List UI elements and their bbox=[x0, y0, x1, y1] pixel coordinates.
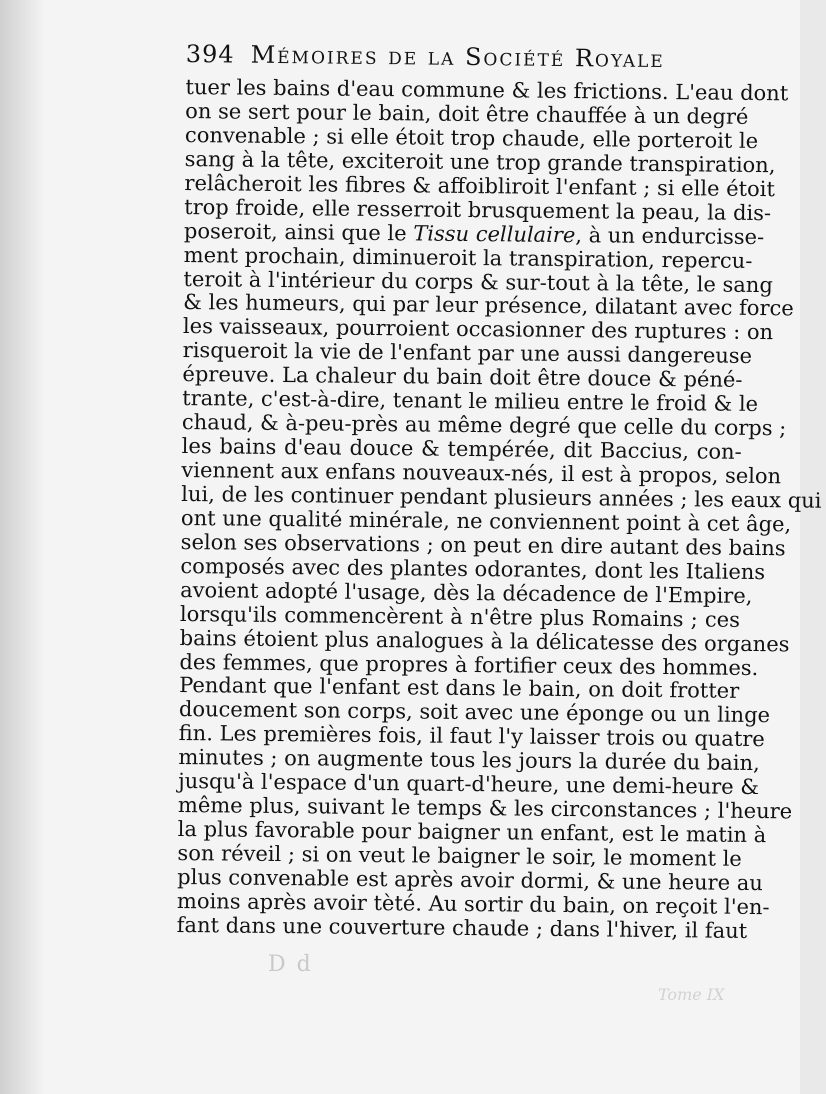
text-line: les bains d'eau douce & tempérée, dit Baccius, con- bbox=[181, 434, 742, 464]
text-line: des femmes, que propres à fortifier ceux des hommes. bbox=[179, 649, 759, 680]
text-line: lorsqu'ils commencèrent à n'être plus Romains ; ces bbox=[179, 601, 741, 632]
text-line: on se sert pour le bain, doit être chauffée à un degré bbox=[185, 98, 749, 129]
text-line: chaud, & à-peu-près au même degré que celle du corps ; bbox=[181, 410, 787, 441]
text-line: plus convenable est après avoir dormi, & une heure au bbox=[177, 864, 763, 896]
gutter-shadow bbox=[0, 0, 45, 1094]
text-block bbox=[176, 40, 822, 944]
text-line: minutes ; on augmente tous les jours la durée du bain, bbox=[178, 745, 760, 776]
text-line: moins après avoir tèté. Au sortir du bain, on reçoit l'en- bbox=[176, 888, 770, 920]
text-line: selon ses observations ; on peut en dire autant des bains bbox=[180, 529, 786, 561]
body-text bbox=[176, 74, 822, 944]
text-line: sang à la tête, exciteroit une trop grande transpiration, bbox=[184, 146, 776, 177]
text-line: les vaisseaux, pourroient occasionner des ruptures : on bbox=[182, 314, 774, 345]
text-line: épreuve. La chaleur du bain doit être douce & péné- bbox=[182, 362, 743, 393]
text-line: & les humeurs, qui par leur présence, dilatant avec force bbox=[183, 290, 794, 321]
italic-term: Tissu cellulaire bbox=[413, 221, 576, 247]
text-line: lui, de les continuer pendant plusieurs années ; les eaux qui bbox=[181, 481, 822, 513]
text-line: trante, c'est-à-dire, tenant le milieu entre le froid & le bbox=[182, 386, 759, 417]
text-line: même plus, suivant le temps & les circonstances ; l'heure bbox=[177, 793, 793, 824]
text-line: ont une qualité minérale, ne conviennent point à cet âge, bbox=[180, 505, 792, 537]
text-line: viennent aux enfans nouveaux-nés, il est à propos, selon bbox=[181, 457, 782, 489]
text-line: la plus favorable pour baigner un enfant, est le matin à bbox=[177, 817, 767, 848]
text-line: fant dans une couverture chaude ; dans l'hiver, il faut bbox=[176, 912, 748, 943]
text-line: bains étoient plus analogues à la délicatesse des organes bbox=[179, 625, 790, 656]
running-title: Mémoires de la Société Royale bbox=[250, 40, 665, 74]
text-line: trop froide, elle resserroit brusquement la peau, la dis- bbox=[184, 194, 772, 225]
text-line: Pendant que l'enfant est dans le bain, on doit frotter bbox=[179, 673, 740, 704]
text-line: tuer les bains d'eau commune & les frictions. L'eau dont bbox=[185, 74, 789, 106]
text-line: doucement son corps, soit avec une éponge ou un linge bbox=[178, 697, 771, 728]
text-line: relâcheroit les fibres & affoibliroit l'enfant ; si elle étoit bbox=[184, 170, 775, 201]
text-line: son réveil ; si on veut le baigner le soir, le moment le bbox=[177, 840, 742, 871]
text-line: fin. Les premières fois, il faut l'y laisser trois ou quatre bbox=[178, 721, 765, 752]
bleed-through-text: Tome IX bbox=[658, 985, 725, 1004]
text-line: composés avec des plantes odorantes, dont les Italiens bbox=[180, 553, 766, 584]
text-line: poseroit, ainsi que le Tissu cellulaire, à un endurcisse- bbox=[183, 218, 765, 249]
text-line: risqueroit la vie de l'enfant par une aussi dangereuse bbox=[182, 338, 753, 369]
page-number: 394 bbox=[185, 40, 235, 69]
text-line: ment prochain, diminueroit la transpiration, repercu- bbox=[183, 242, 753, 273]
signature-mark: D d bbox=[268, 952, 313, 977]
text-line: avoient adopté l'usage, dès la décadence de l'Empire, bbox=[180, 577, 753, 608]
text-line: convenable ; si elle étoit trop chaude, elle porteroit le bbox=[184, 122, 759, 153]
text-line: jusqu'à l'espace d'un quart-d'heure, une demi-heure & bbox=[178, 769, 760, 800]
text-line: teroit à l'intérieur du corps & sur-tout à la tête, le sang bbox=[183, 266, 773, 297]
